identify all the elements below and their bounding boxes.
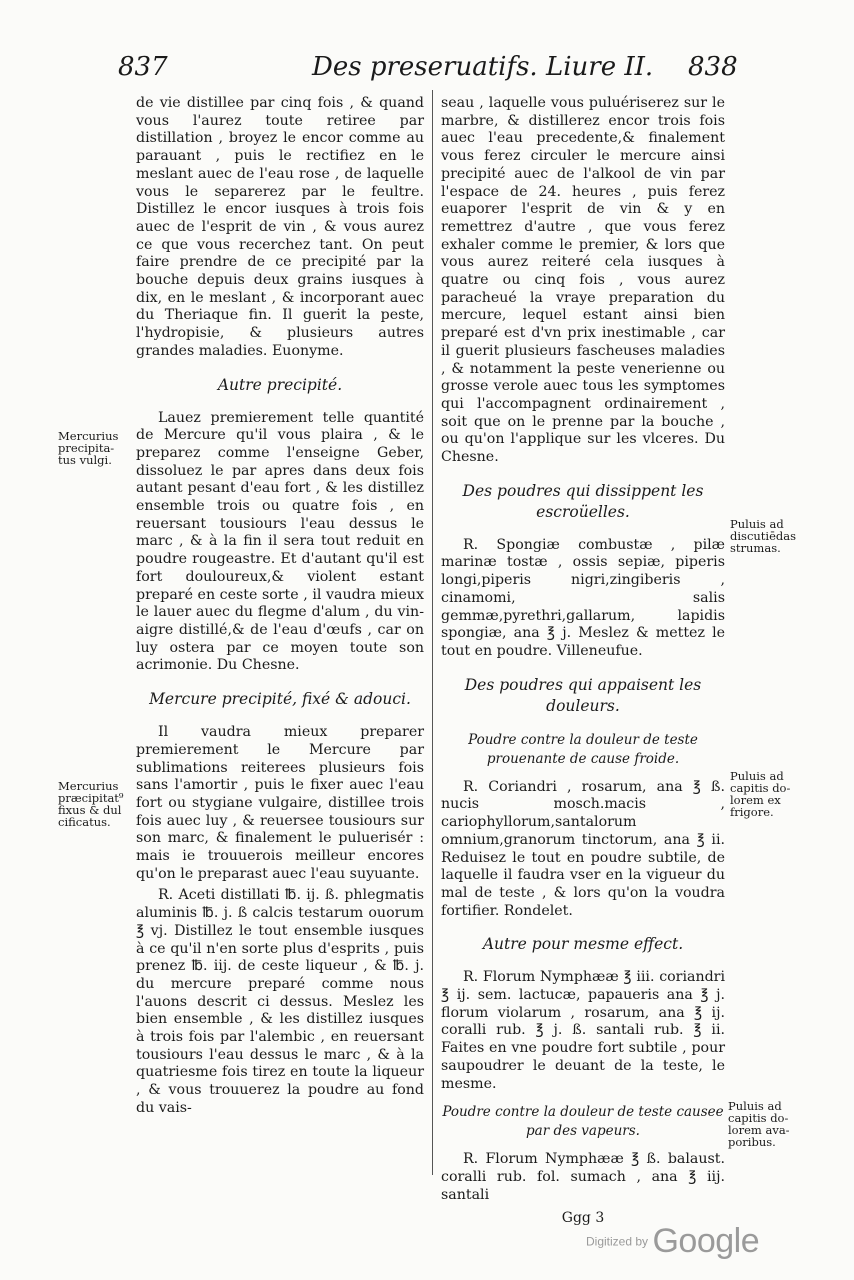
section-heading: Mercure precipité, fixé & adouci. xyxy=(149,690,411,709)
left-text-column xyxy=(136,95,424,1122)
margin-note: Puluis ad capitis do- lorem ava- poribus. xyxy=(728,1099,790,1149)
margin-note: Mercurius præcipitat⁹ fixus & dul cificatus. xyxy=(58,779,124,829)
margin-note: Puluis ad discutiēdas strumas. xyxy=(730,517,797,555)
margin-note: Mercurius precipita- tus vulgi. xyxy=(58,429,119,467)
subsection-heading: Poudre contre la douleur de teste causee par des vapeurs. xyxy=(442,1104,724,1140)
digitized-by-google-watermark xyxy=(586,1222,759,1261)
google-logo: Google xyxy=(652,1222,760,1260)
recipe-paragraph: R. Florum Nymphææ ℥ ß. balaust. coralli rub. fol. sumach , ana ℥ iij. santali xyxy=(441,1151,725,1203)
section-heading: Autre precipité. xyxy=(217,375,343,394)
recipe-paragraph: R. Spongiæ combustæ , pilæ marinæ tostæ , ossis sepiæ, piperis longi,piperis nigri,zingiberis , cinamomi, salis gemmæ,pyrethri,gallarum, lapidis spongiæ, ana ℥ j. Meslez & mettez le tout en poudre. Villeneufue. xyxy=(441,536,725,659)
paragraph: de vie distillee par cinq fois , & quand vous l'aurez toute retiree par distillation , broyez le encor comme au parauant , puis le rectifiez en le meslant auec de l'eau rose , de laquelle vous le separerez par le feultre. Distillez le encor iusques à trois fois auec de l'esprit de vin , & vous aurez ce que vous recerchez tant. On peut faire prendre de ce precipité par la bouche depuis deux grains iusques à dix, en le meslant , & incorporant auec du Theriaque fin. Il guerit la peste, l'hydropisie, & plusieurs autres grandes maladies. Euonyme. xyxy=(136,95,424,359)
recipe-paragraph: R. Aceti distillati ℔. ij. ß. phlegmatis aluminis ℔. j. ß calcis testarum ouorum ℥ vj. Distillez le tout ensemble iusques à ce qu'il n'en sorte plus d'esprits , puis prenez ℔. iij. de ceste liqueur , & ℔. j. du mercure preparé comme nous l'auons descrit ci dessus. Meslez les bien ensemble , & les distillez iusques à trois fois par l'alembic , en reuersant tousiours l'eau dessus le marc , & à la quatriesme fois tirez en toute la liqueur , & vous trouuerez la poudre au fond du vais- xyxy=(136,887,424,1116)
running-title: Des preseruatifs. Liure II. xyxy=(312,52,654,82)
paragraph: seau , laquelle vous puluériserez sur le marbre, & distillerez encor trois fois auec l'eau precedente,& finalement vous ferez circuler le mercure ainsi precipité auec de l'alkool de vin par l'espace de 24. heures , puis ferez euaporer l'esprit de vin & y en remettrez d'autre , que vous ferez exhaler comme le premier, & lors que vous aurez reiteré cela iusques à quatre ou cinq fois , vous aurez paracheué la vraye preparation du mercure, lequel estant ainsi bien preparé est d'vn prix inestimable , car il guerit plusieurs fascheuses maladies , & notamment la peste venerienne ou grosse verole auec tous les symptomes qui l'accompagnent ordinairement , soit que on le prenne par la bouche , ou qu'on l'applique sur les vlceres. Du Chesne. xyxy=(441,95,725,466)
right-page-number: 838 xyxy=(688,52,738,82)
section-heading: Autre pour mesme effect. xyxy=(482,935,684,954)
watermark-prefix: Digitized by xyxy=(586,1234,649,1249)
recipe-paragraph: R. Coriandri , rosarum, ana ℥ ß. nucis mosch.macis , cariophyllorum,santalorum omnium,granorum tinctorum, ana ℥ ii. Reduisez le tout en poudre subtile, de laquelle il faudra vser en la vigueur du mal de teste , & lors qu'on la voudra fortifier. Rondelet. xyxy=(441,778,725,919)
left-page-number: 837 xyxy=(118,52,168,82)
right-text-column xyxy=(441,95,725,1228)
margin-note: Puluis ad capitis do- lorem ex frigore. xyxy=(730,769,791,819)
paragraph: Lauez premierement telle quantité de Mercure qu'il vous plaira , & le preparez comme l'enseigne Geber, dissoluez le par apres dans deux fois autant pesant d'eau fort , & les distillez ensemble trois ou quatre fois , en reuersant tousiours l'eau dessus le marc , & à la fin il sera tout reduit en poudre rougeastre. Et d'autant qu'il est fort douloureux,& violent estant preparé en ceste sorte , il vaudra mieux le lauer auec du flegme d'alum , du vin-aigre distillé,& de l'eau d'œufs , car on luy ostera par ce moyen toute son acrimonie. Du Chesne. xyxy=(136,409,424,674)
gathering-signature: Ggg 3 xyxy=(561,1210,605,1227)
paragraph: Il vaudra mieux preparer premierement le Mercure par sublimations reiterees plusieurs fois sans l'amortir , puis le fixer auec l'eau fort ou stygiane vulgaire, distillee trois fois auec luy , & reuersee tousiours sur son marc, & finalement le puluerisér : mais ie trouuerois meilleur encores qu'on le preparast auec l'eau suyuante. xyxy=(136,724,424,882)
section-heading: Des poudres qui appaisent les douleurs. xyxy=(464,675,702,715)
subsection-heading: Poudre contre la douleur de teste prouenante de cause froide. xyxy=(468,731,698,767)
column-rule xyxy=(432,90,433,1175)
section-heading: Des poudres qui dissippent les escroüelles. xyxy=(462,481,704,521)
recipe-paragraph: R. Florum Nymphææ ℥ iii. coriandri ℥ ij. sem. lactucæ, papaueris ana ℥ j. florum violarum , rosarum, ana ℥ ij. coralli rub. ℥ j. ß. santali rub. ℥ ii. Faites en vne poudre fort subtile , pour saupoudrer le deuant de la teste, le mesme. xyxy=(441,969,725,1092)
